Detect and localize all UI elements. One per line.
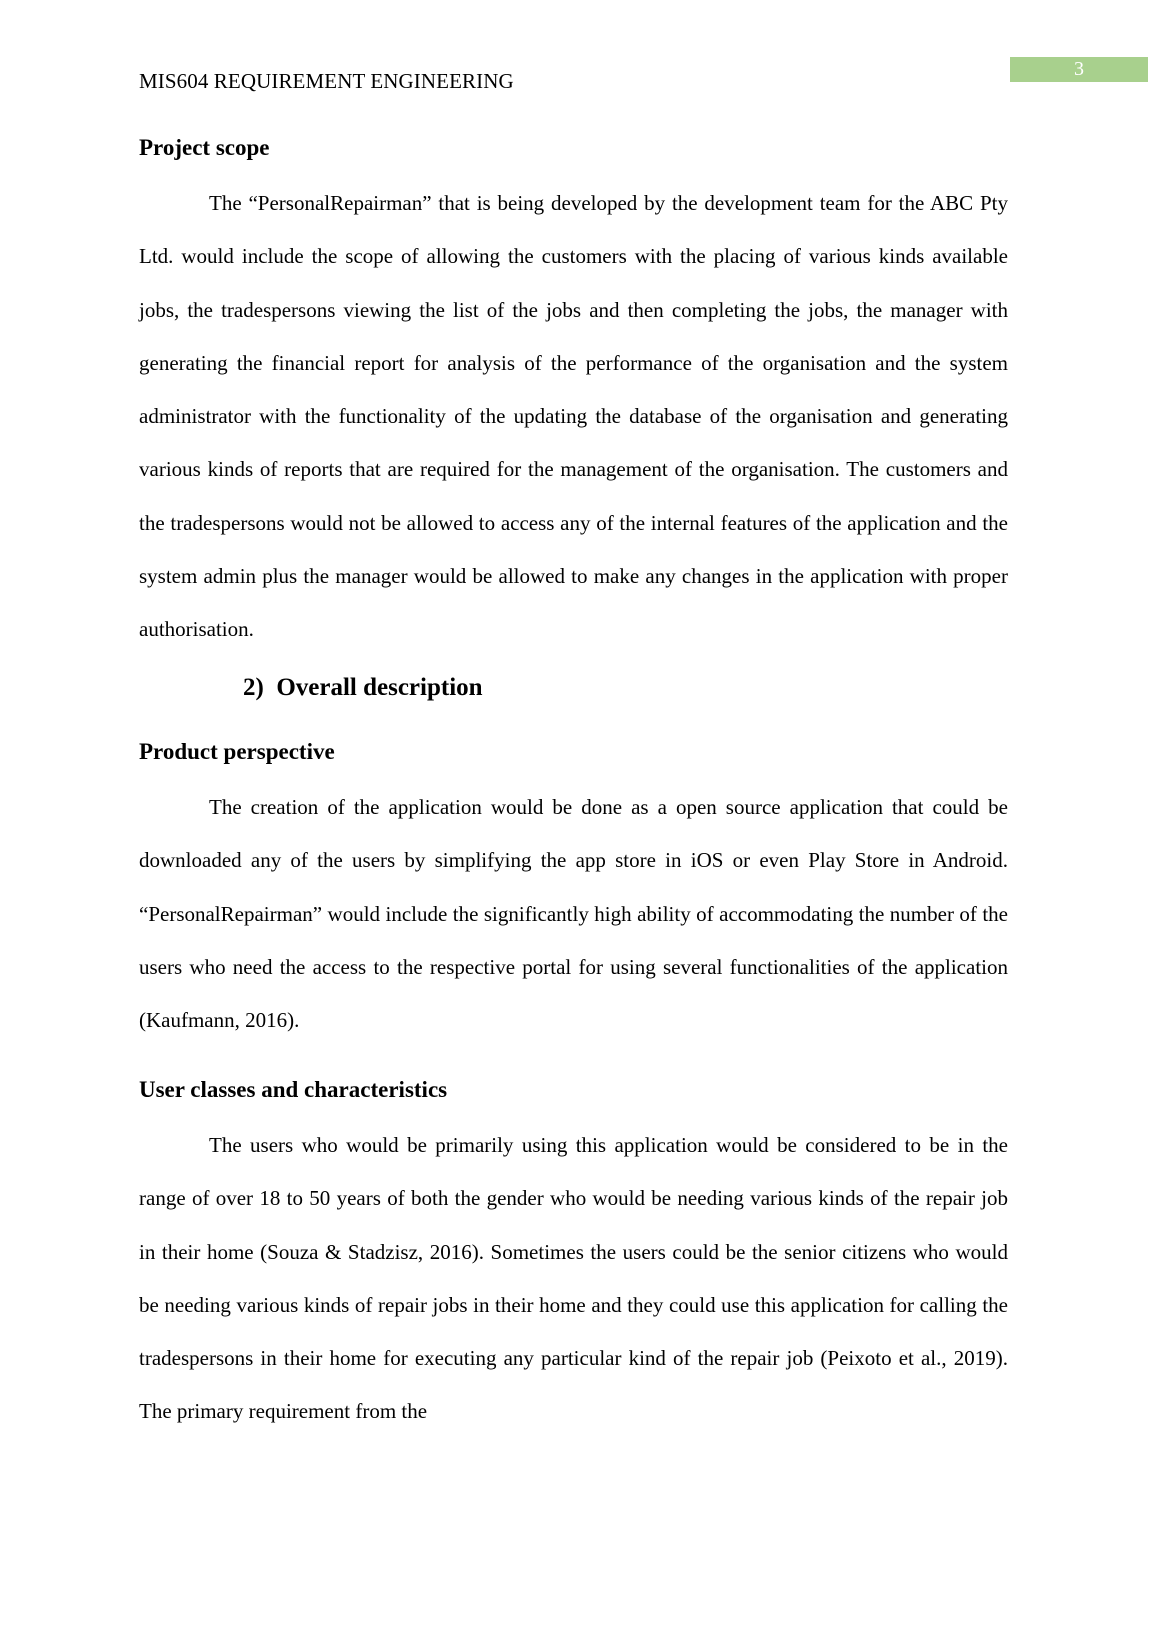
paragraph-user-classes: The users who would be primarily using this application would be considered to be in the range of over 18 to 50 years of both the gender who would be needing various kinds of the repair job in their home (Souza & Stadzisz, 2016). Sometimes the users could be the senior citizens who would be needing various kinds of repair jobs in their home and they could use this application for calling the tradespersons in their home for executing any particular kind of the repair job (Peixoto et al., 2019). The primary requirement from the	[139, 1133, 1008, 1424]
section-number: 2)	[243, 674, 264, 701]
page-number-badge: 3	[1010, 57, 1148, 82]
heading-product-perspective: Product perspective	[139, 739, 335, 764]
running-header: MIS604 REQUIREMENT ENGINEERING	[139, 69, 514, 93]
heading-overall-description	[243, 672, 483, 704]
heading-project-scope: Project scope	[139, 135, 270, 160]
paragraph-project-scope: The “PersonalRepairman” that is being developed by the development team for the ABC Pty Ltd. would include the scope of allowing the customers with the placing of various kinds available jobs, the tradespersons viewing the list of the jobs and then completing the jobs, the manager with generating the financial report for analysis of the performance of the organisation and the system administrator with the functionality of the updating the database of the organisation and generating various kinds of reports that are required for the management of the organisation. The customers and the tradespersons would not be allowed to access any of the internal features of the application and the system admin plus the manager would be allowed to make any changes in the application with proper authorisation.	[139, 191, 1008, 642]
heading-user-classes: User classes and characteristics	[139, 1077, 448, 1102]
section-title: Overall description	[276, 674, 483, 701]
paragraph-product-perspective: The creation of the application would be done as a open source application that could be downloaded any of the users by simplifying the app store in iOS or even Play Store in Android. “PersonalRepairman” would include the significantly high ability of accommodating the number of the users who need the access to the respective portal for using several functionalities of the application (Kaufmann, 2016).	[139, 795, 1008, 1033]
